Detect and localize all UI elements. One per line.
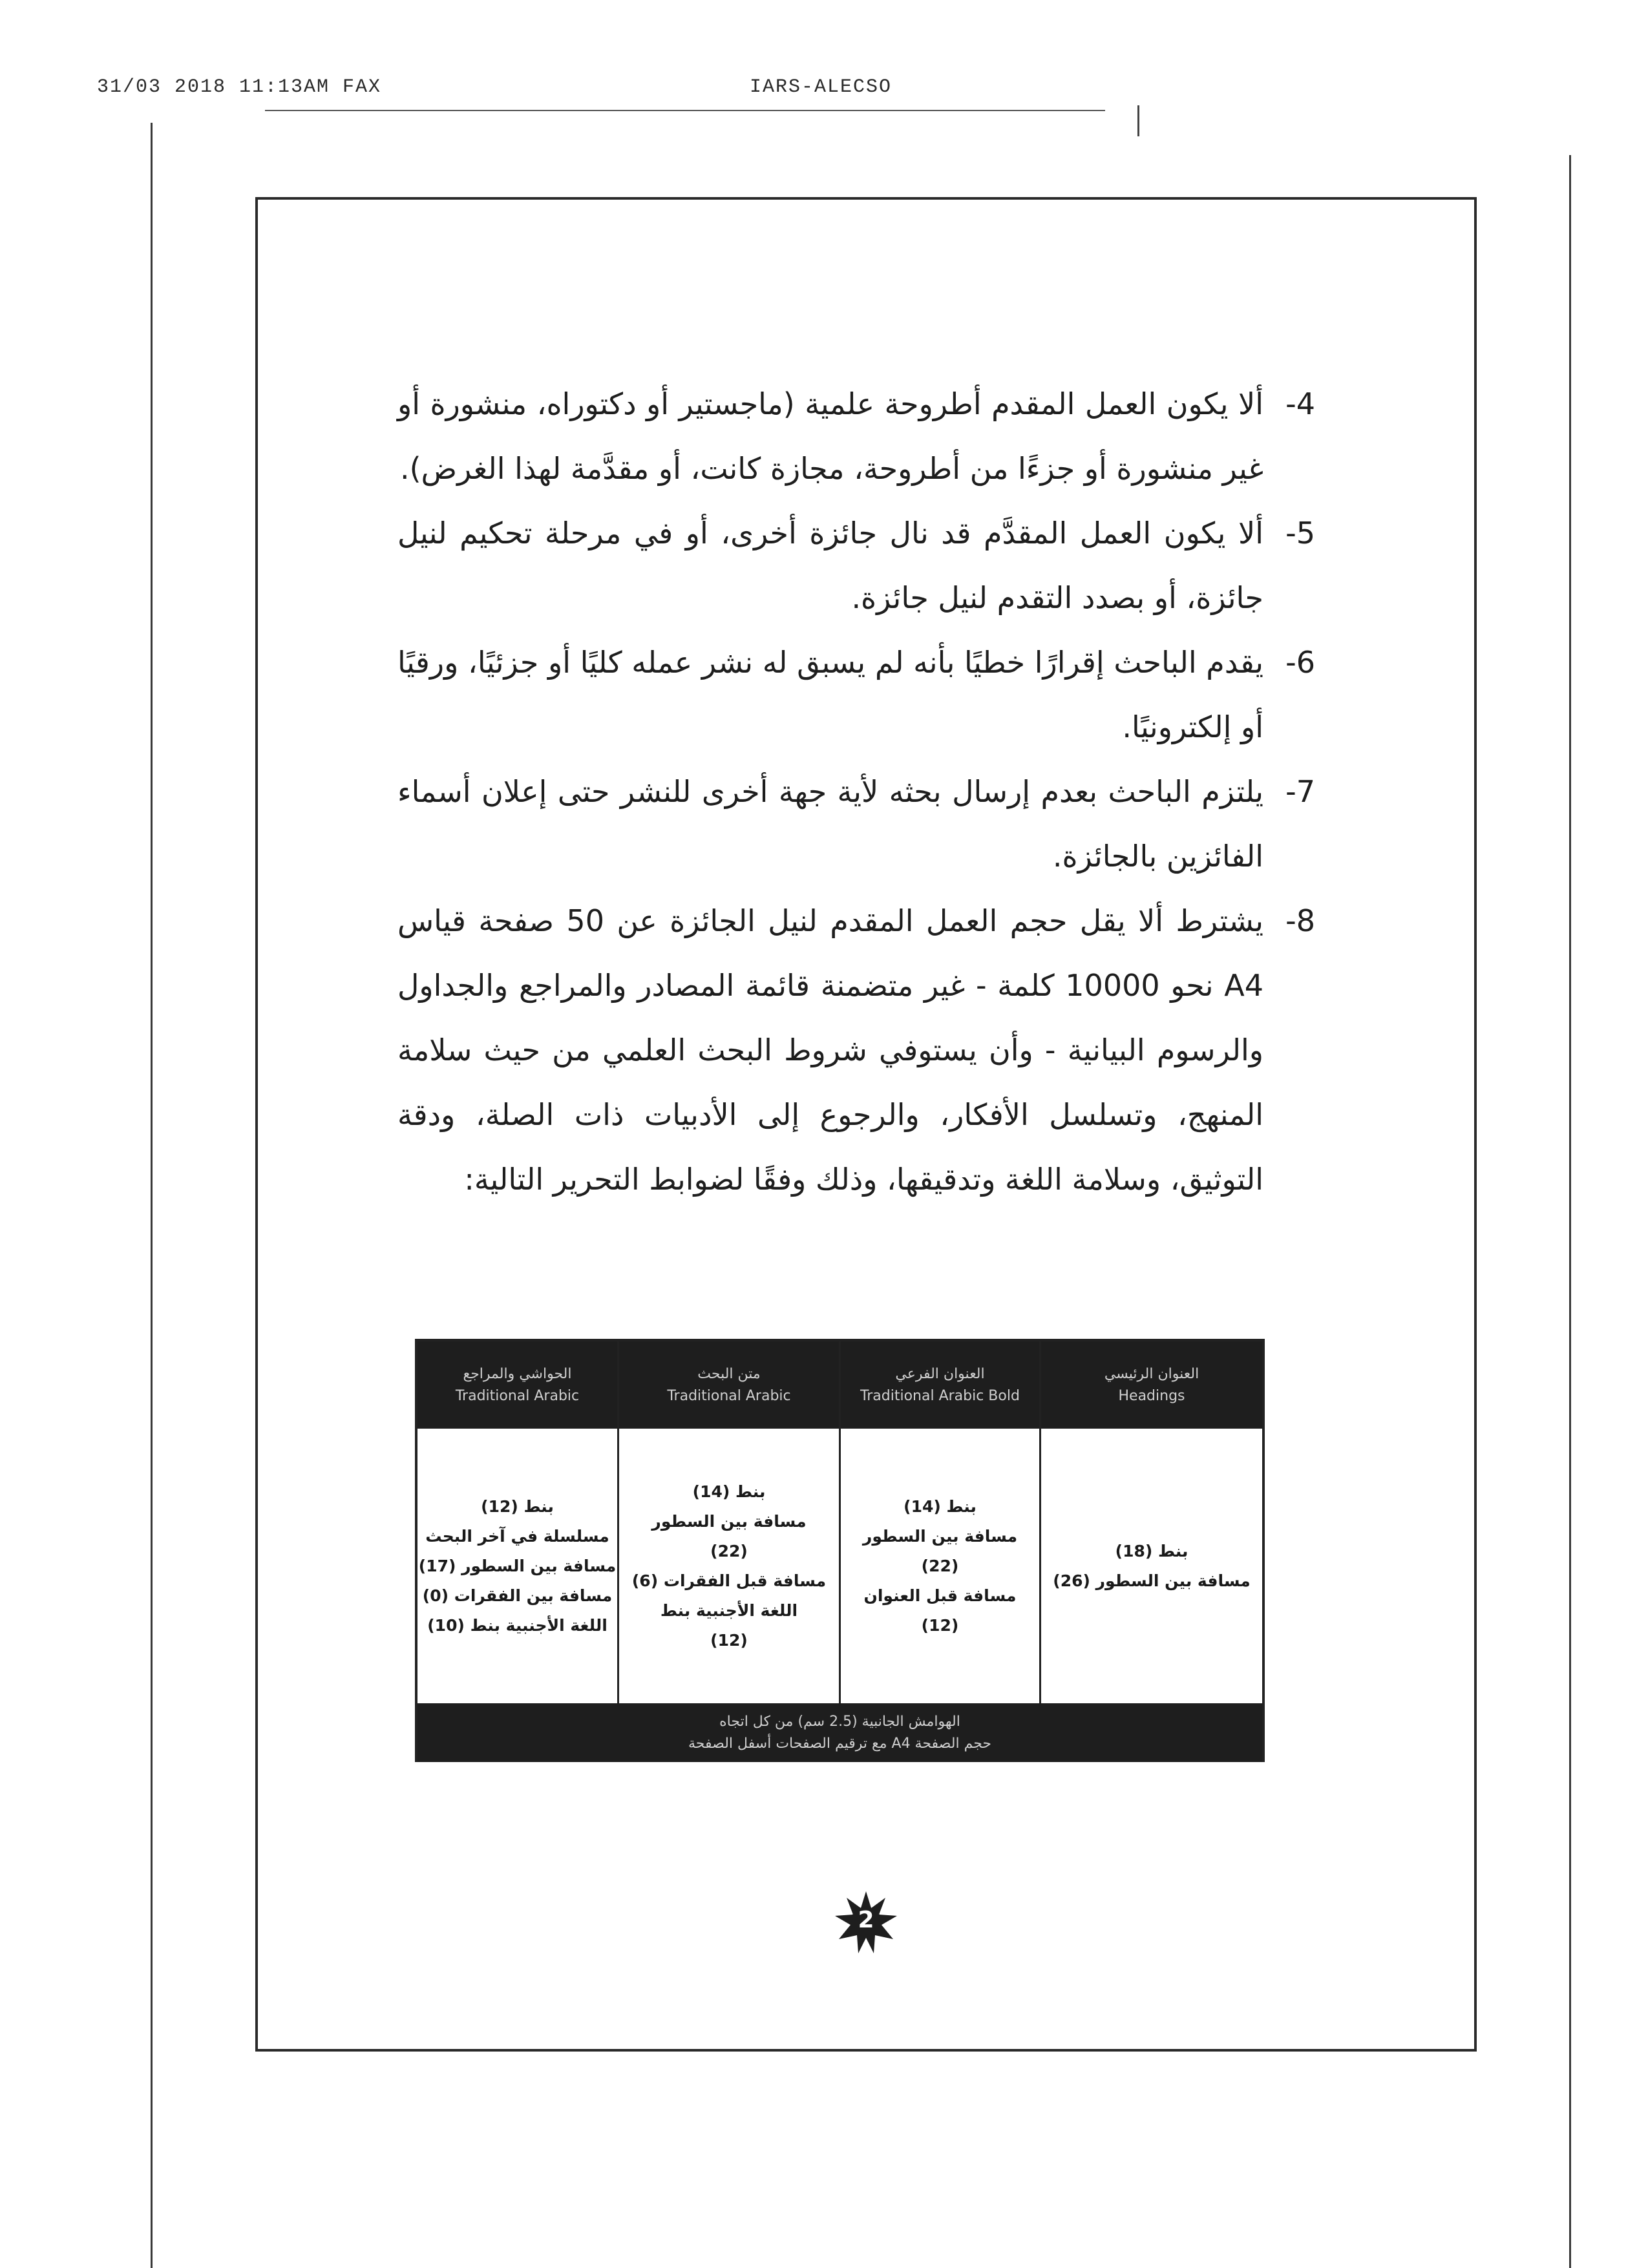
cell-line: اللغة الأجنبية بنط (10) <box>427 1615 607 1635</box>
header-en: Traditional Arabic <box>455 1387 580 1404</box>
cell-line: بنط (18) <box>1115 1541 1188 1560</box>
condition-item <box>397 372 1315 501</box>
cell-line: اللغة الأجنبية بنط <box>660 1601 798 1620</box>
cell-line: مسافة بين الفقرات (0) <box>422 1586 613 1605</box>
condition-item <box>397 888 1315 1212</box>
cell-line: مسافة قبل الفقرات (6) <box>631 1571 827 1590</box>
fax-sender: IARS-ALECSO <box>750 76 893 98</box>
cell-line: بنط (14) <box>903 1496 977 1516</box>
fax-tick-mark <box>1137 105 1139 136</box>
table-footer-text <box>417 1703 1262 1762</box>
cell-line: (22) <box>710 1541 748 1560</box>
condition-item <box>397 501 1315 630</box>
scan-edge-right <box>1569 155 1571 2268</box>
header-en: Traditional Arabic Bold <box>860 1387 1020 1404</box>
cell-line: بنط (12) <box>481 1496 554 1516</box>
condition-text: ألا يكون العمل المقدَّم قد نال جائزة أخرى، أو في مرحلة تحكيم لنيل جائزة، أو بصدد التقدم لنيل جائزة. <box>397 516 1263 615</box>
condition-number: -5 <box>1285 516 1315 551</box>
table-cell-subheadings <box>841 1429 1039 1703</box>
fax-header-rule <box>265 110 1105 111</box>
cell-line: (12) <box>710 1630 748 1650</box>
cell-line: مسافة قبل العنوان <box>863 1586 1017 1605</box>
conditions-list <box>397 372 1315 1212</box>
cell-line: مسافة بين السطور <box>651 1511 807 1531</box>
condition-number: -7 <box>1285 774 1315 809</box>
table-header-cell <box>417 1341 617 1429</box>
condition-text: يقدم الباحث إقرارًا خطيًا بأنه لم يسبق له نشر عمله كليًا أو جزئيًا، ورقيًا أو إلكترونيًا. <box>397 645 1263 744</box>
fax-header <box>97 76 1066 115</box>
cell-line: مسافة بين السطور <box>862 1526 1018 1546</box>
table-cell-headings <box>1041 1429 1262 1703</box>
table-header-cell <box>1041 1341 1262 1429</box>
page-number: 2 <box>858 1907 874 1933</box>
cell-line: (22) <box>921 1556 959 1575</box>
cell-line: مسافة بين السطور (26) <box>1053 1571 1251 1590</box>
header-ar: العنوان الفرعي <box>895 1365 985 1382</box>
table-cell-footnotes <box>417 1429 617 1703</box>
table-header-cell <box>841 1341 1039 1429</box>
cell-line: مسلسلة في آخر البحث <box>425 1526 609 1546</box>
footer-line: الهوامش الجانبية (2.5 سم) من كل اتجاه <box>719 1713 960 1730</box>
page-number-badge <box>834 1890 898 1955</box>
fax-timestamp: 31/03 2018 11:13AM FAX <box>97 76 382 98</box>
condition-item <box>397 630 1315 759</box>
condition-text: يلتزم الباحث بعدم إرسال بحثه لأية جهة أخرى للنشر حتى إعلان أسماء الفائزين بالجائزة. <box>397 774 1263 874</box>
scan-edge-left <box>151 123 153 2268</box>
cell-line: (12) <box>921 1615 959 1635</box>
header-ar: الحواشي والمراجع <box>463 1365 572 1382</box>
footer-line: حجم الصفحة A4 مع ترقيم الصفحات أسفل الصفحة <box>688 1735 992 1752</box>
header-en: Traditional Arabic <box>667 1387 791 1404</box>
header-ar: متن البحث <box>697 1365 761 1382</box>
cell-line: مسافة بين السطور (17) <box>418 1556 617 1575</box>
table-cell-body-text <box>619 1429 839 1703</box>
condition-text: ألا يكون العمل المقدم أطروحة علمية (ماجستير أو دكتوراه، منشورة أو غير منشورة أو جزءًا من أطروحة، مجازة كانت، أو مقدَّمة لهذا الغرض). <box>397 386 1263 486</box>
header-ar: العنوان الرئيسي <box>1104 1365 1199 1382</box>
condition-number: -8 <box>1285 903 1315 938</box>
formatting-table <box>415 1339 1265 1762</box>
header-en: Headings <box>1118 1387 1185 1404</box>
table-header-cell <box>619 1341 839 1429</box>
condition-number: -6 <box>1285 645 1315 680</box>
condition-item <box>397 759 1315 888</box>
condition-number: -4 <box>1285 386 1315 421</box>
cell-line: بنط (14) <box>692 1482 766 1501</box>
condition-text: يشترط ألا يقل حجم العمل المقدم لنيل الجائزة عن 50 صفحة قياس A4 نحو 10000 كلمة - غير متضمنة قائمة المصادر والمراجع والجداول والرسوم البيانية - وأن يستوفي شروط البحث العلمي من حيث سلامة المنهج، وتسلسل الأفكار، والرجوع إلى الأدبيات ذات الصلة، ودقة التوثيق، وسلامة اللغة وتدقيقها، وذلك وفقًا لضوابط التحرير التالية: <box>397 903 1263 1197</box>
